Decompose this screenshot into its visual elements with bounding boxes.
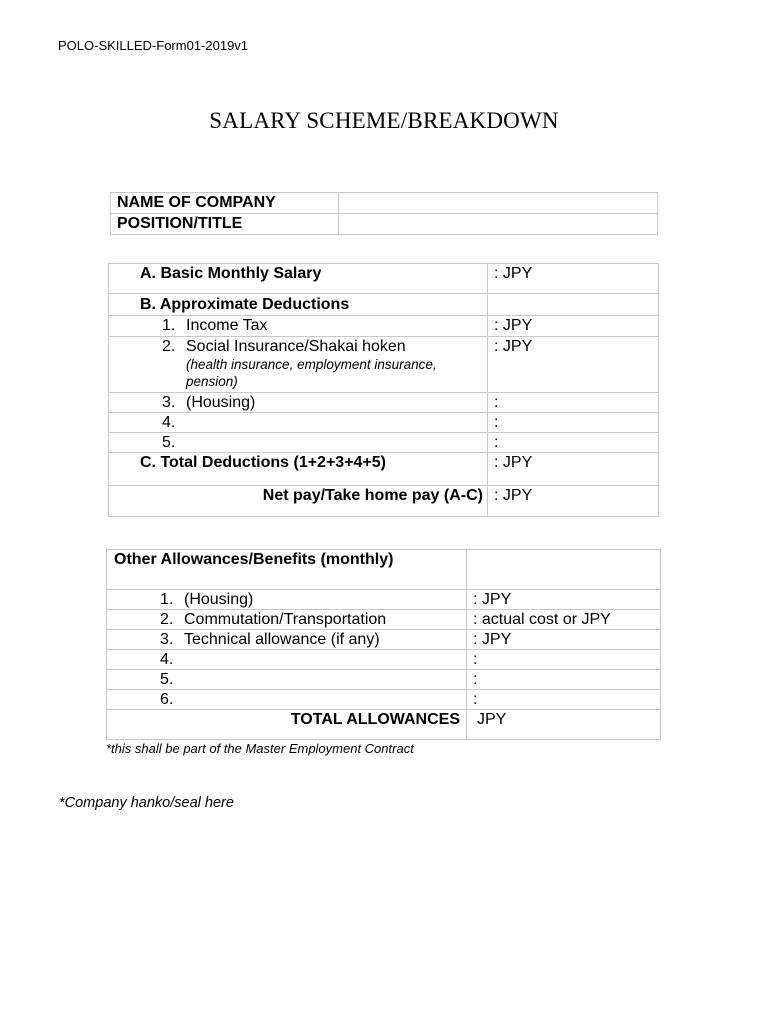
contract-footnote: *this shall be part of the Master Employment Contract	[106, 741, 414, 756]
table-row	[109, 393, 659, 413]
item-number: 1.	[160, 591, 174, 608]
item-number: 3.	[160, 631, 174, 648]
table-row	[109, 413, 659, 433]
deduction-item	[109, 413, 488, 433]
item-number: 3.	[162, 394, 176, 411]
total-deductions-label: C. Total Deductions (1+2+3+4+5)	[109, 453, 488, 486]
table-row	[107, 590, 661, 610]
deduction-value[interactable]: :	[488, 433, 659, 453]
allowance-value[interactable]: : actual cost or JPY	[467, 610, 661, 630]
position-title-label: POSITION/TITLE	[111, 214, 339, 235]
item-number: 1.	[162, 317, 176, 334]
deduction-item	[109, 393, 488, 413]
item-number: 5.	[160, 671, 174, 688]
position-title-value[interactable]	[339, 214, 658, 235]
table-row	[109, 453, 659, 486]
document-title: SALARY SCHEME/BREAKDOWN	[209, 108, 559, 133]
allowances-header-label: Other Allowances/Benefits (monthly)	[107, 550, 467, 590]
basic-salary-value[interactable]: : JPY	[488, 264, 659, 294]
allowances-header-value	[467, 550, 661, 590]
allowance-value[interactable]: :	[467, 690, 661, 710]
deduction-value[interactable]: :	[488, 393, 659, 413]
deduction-value[interactable]: :	[488, 413, 659, 433]
item-note: (health insurance, employment insurance, pension)	[186, 357, 437, 389]
table-row	[109, 433, 659, 453]
table-row	[109, 316, 659, 337]
table-row	[109, 486, 659, 517]
salary-breakdown-table	[108, 263, 659, 517]
total-deductions-value[interactable]: : JPY	[488, 453, 659, 486]
table-row	[107, 670, 661, 690]
table-row	[109, 337, 659, 393]
allowance-value[interactable]: :	[467, 650, 661, 670]
allowance-item	[107, 610, 467, 630]
allowance-item	[107, 630, 467, 650]
net-pay-value[interactable]: : JPY	[488, 486, 659, 517]
company-info-table	[110, 192, 658, 235]
item-label: (Housing)	[186, 394, 256, 411]
item-label: Income Tax	[186, 317, 268, 334]
deductions-label: B. Approximate Deductions	[109, 294, 488, 316]
deduction-item	[109, 433, 488, 453]
item-number: 2.	[160, 611, 174, 628]
item-number: 4.	[162, 414, 176, 431]
table-row	[107, 710, 661, 740]
allowance-value[interactable]: : JPY	[467, 630, 661, 650]
allowances-table	[106, 549, 661, 740]
form-id: POLO-SKILLED-Form01-2019v1	[58, 38, 249, 53]
table-row	[109, 264, 659, 294]
table-row	[107, 690, 661, 710]
item-number: 2.	[162, 338, 176, 355]
net-pay-label: Net pay/Take home pay (A-C)	[109, 486, 488, 517]
deduction-value[interactable]: : JPY	[488, 316, 659, 337]
company-name-value[interactable]	[339, 193, 658, 214]
total-allowances-value[interactable]: JPY	[467, 710, 661, 740]
allowance-item	[107, 690, 467, 710]
hanko-seal-note: *Company hanko/seal here	[59, 795, 234, 811]
item-number: 4.	[160, 651, 174, 668]
item-number: 6.	[160, 691, 174, 708]
table-row	[109, 294, 659, 316]
item-label: Technical allowance (if any)	[184, 631, 380, 648]
allowance-item	[107, 670, 467, 690]
allowance-item	[107, 650, 467, 670]
table-row	[107, 550, 661, 590]
table-row	[107, 630, 661, 650]
deductions-value	[488, 294, 659, 316]
table-row	[107, 650, 661, 670]
basic-salary-label: A. Basic Monthly Salary	[109, 264, 488, 294]
item-label: (Housing)	[184, 591, 254, 608]
allowance-item	[107, 590, 467, 610]
allowance-value[interactable]: :	[467, 670, 661, 690]
total-allowances-label: TOTAL ALLOWANCES	[107, 710, 467, 740]
table-row	[111, 193, 658, 214]
deduction-value[interactable]: : JPY	[488, 337, 659, 393]
table-row	[111, 214, 658, 235]
table-row	[107, 610, 661, 630]
allowance-value[interactable]: : JPY	[467, 590, 661, 610]
item-label: Social Insurance/Shakai hoken	[186, 338, 406, 355]
deduction-item	[109, 337, 488, 393]
item-label: Commutation/Transportation	[184, 611, 387, 628]
deduction-item	[109, 316, 488, 337]
company-name-label: NAME OF COMPANY	[111, 193, 339, 214]
item-number: 5.	[162, 434, 176, 451]
